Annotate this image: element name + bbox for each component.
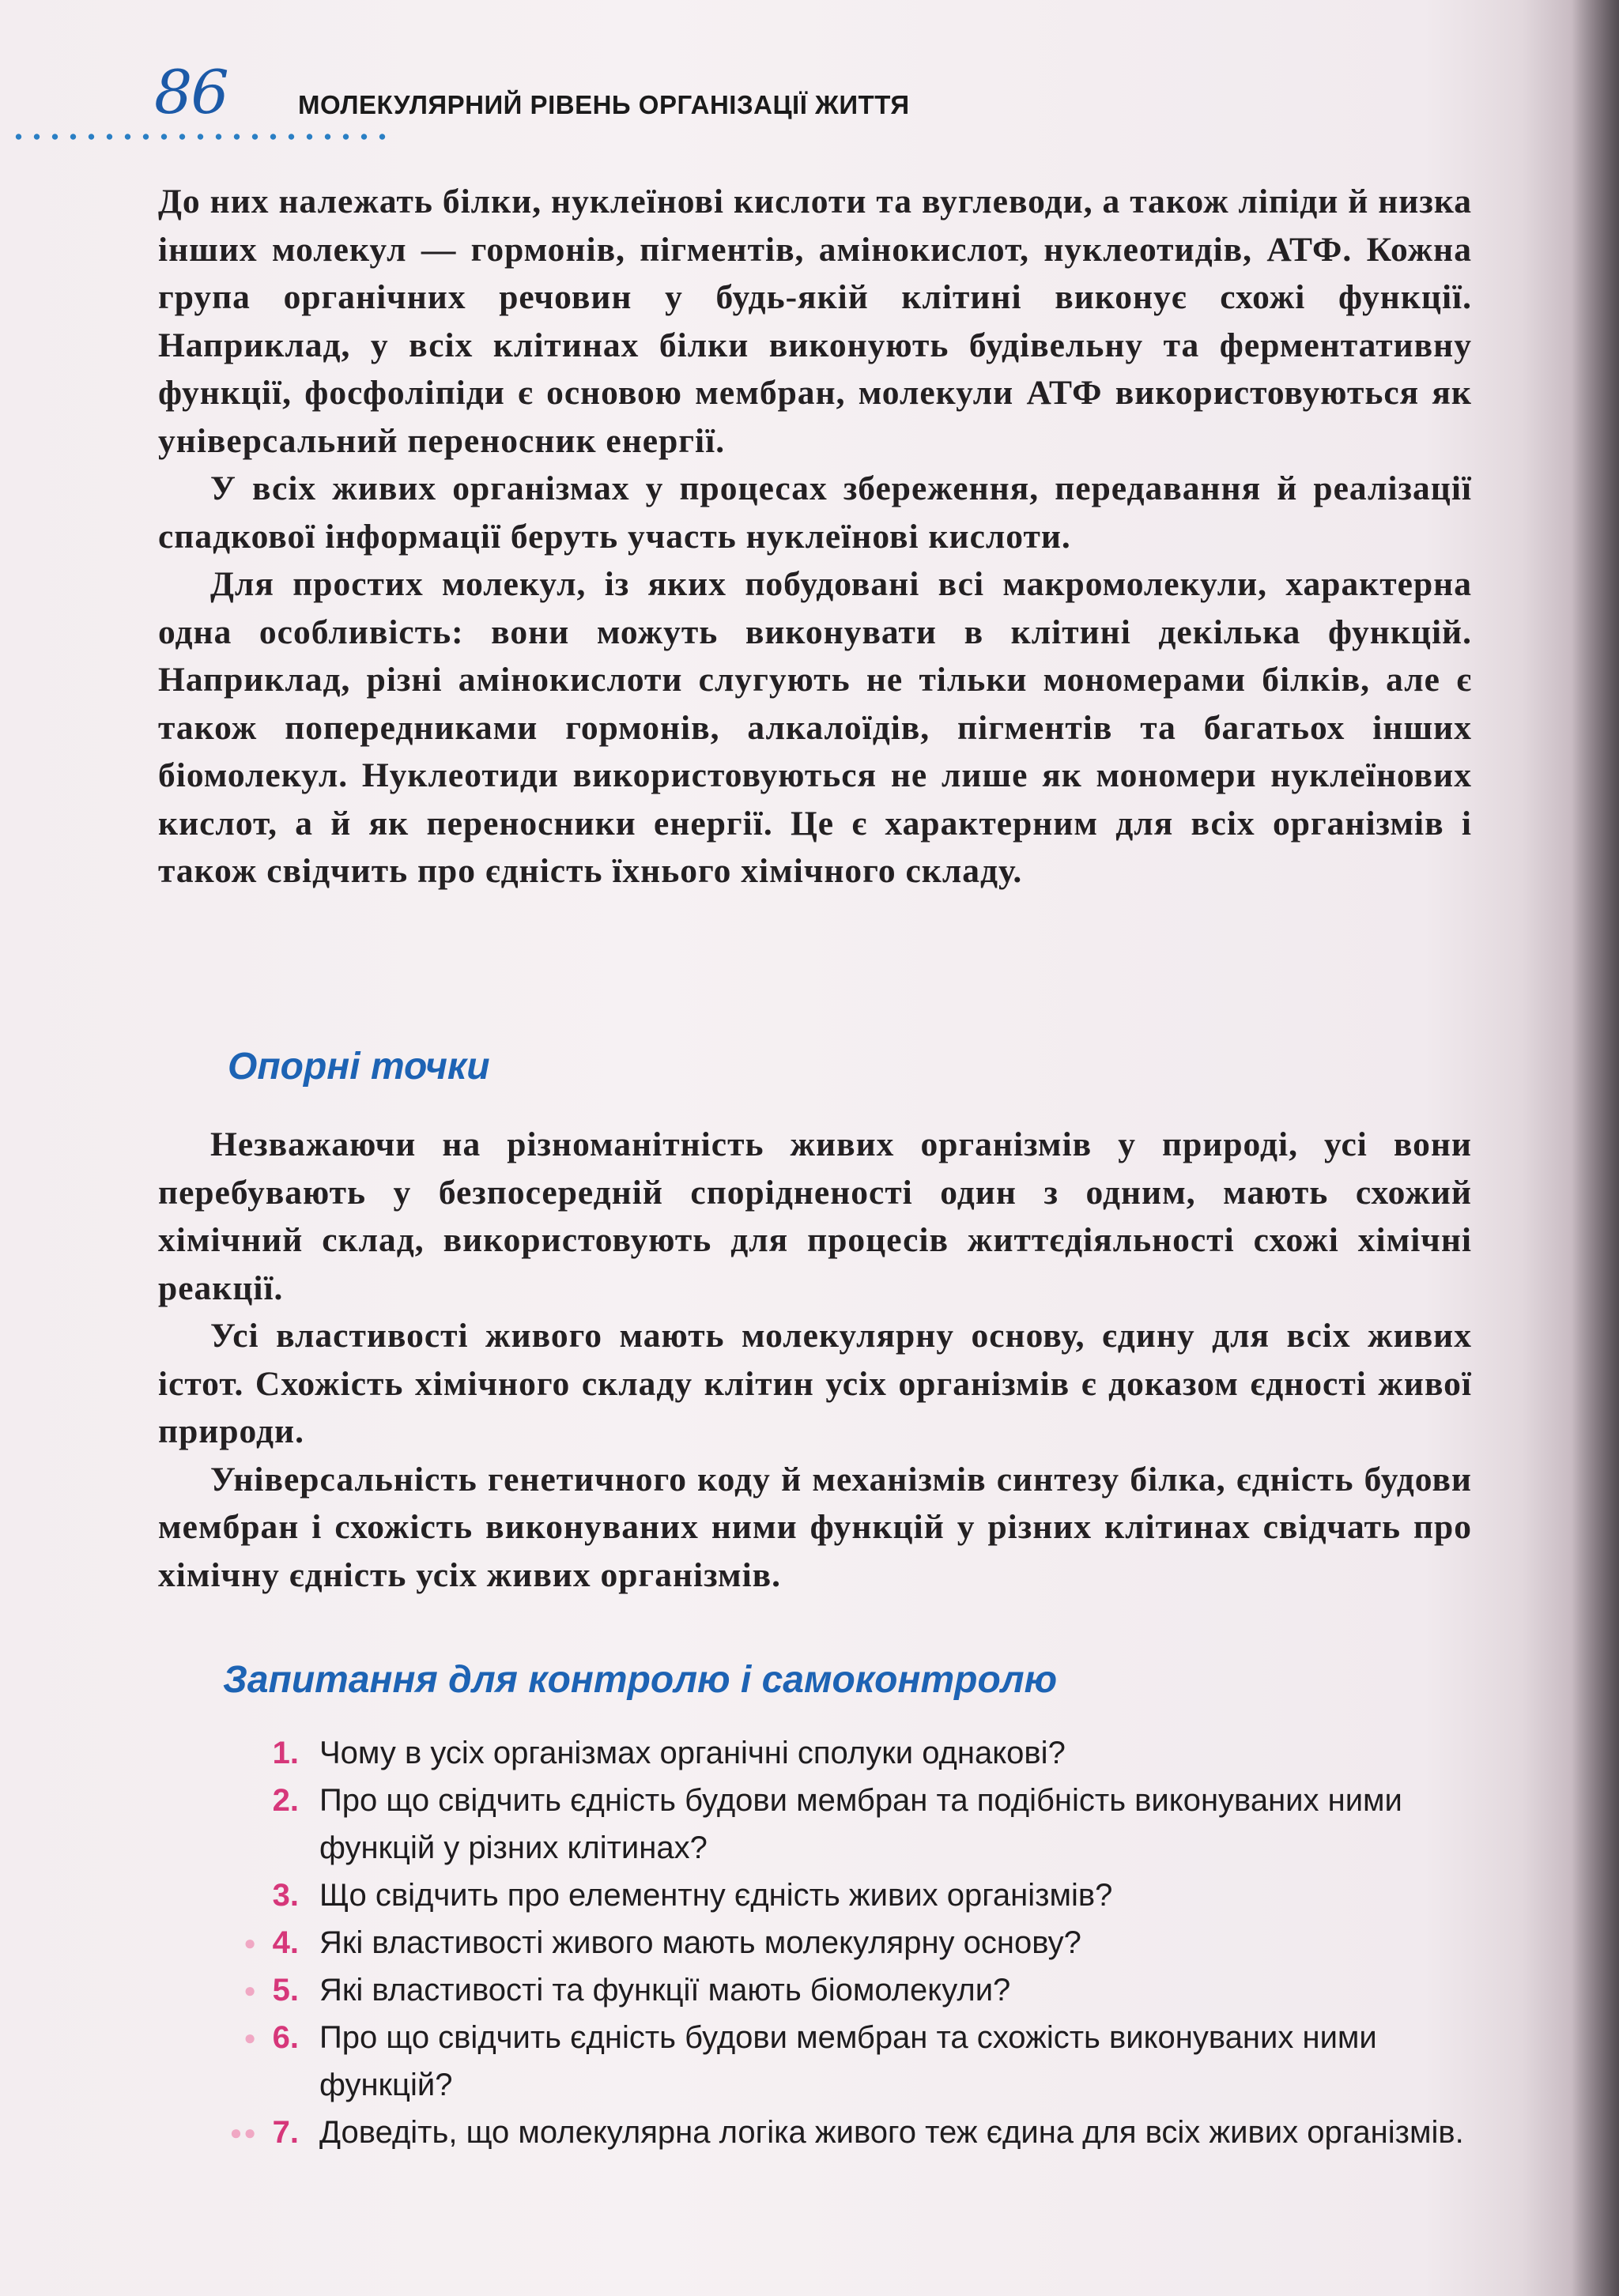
paragraph: У всіх живих організмах у процесах збереження, передавання й реалізації спадкової інформації беруть участь нуклеїнові кислоти. xyxy=(158,469,1472,556)
question-number: 7. xyxy=(272,2115,299,2150)
question-number: 2. xyxy=(272,1783,299,1818)
question-text: Які властивості та функції мають біомолекули? xyxy=(319,1973,1011,2008)
difficulty-mark: ● xyxy=(243,1931,258,1955)
question-text: Про що свідчить єдність будови мембран та схожість виконуваних ними функцій? xyxy=(319,2020,1377,2102)
paragraph: До них належать білки, нуклеїнові кислоти та вуглеводи, а також ліпіди й низка інших молекул — гормонів, пігментів, амінокислот, нуклеотидів, АТФ. Кожна група органічних речовин у будь-якій клітині виконує схожі функції. Наприклад, у всіх клітинах білки виконують будівельну та ферментативну функції, фосфоліпіди є основою мембран, молекули АТФ використовуються як універсальний переносник енергії. xyxy=(158,183,1472,460)
paragraph: Універсальність генетичного коду й механізмів синтезу білка, єдність будови мембран і схожість виконуваних ними функцій у різних клітинах свідчать про хімічну єдність усіх живих організмів. xyxy=(158,1460,1472,1594)
question-number: 3. xyxy=(272,1878,299,1913)
running-title: МОЛЕКУЛЯРНИЙ РІВЕНЬ ОРГАНІЗАЦІЇ ЖИТТЯ xyxy=(298,90,910,119)
key-points-text xyxy=(158,1121,1472,1599)
question-text: Чому в усіх організмах органічні сполуки однакові? xyxy=(319,1736,1066,1770)
question-number: 6. xyxy=(272,2020,299,2055)
question-item xyxy=(261,1777,1478,1872)
question-number: 1. xyxy=(272,1736,299,1770)
question-item xyxy=(243,1919,1478,1966)
question-item xyxy=(243,2014,1478,2109)
questions-list xyxy=(229,1729,1478,2156)
dotted-divider xyxy=(9,133,389,141)
question-text: Доведіть, що молекулярна логіка живого теж єдина для всіх живих організмів. xyxy=(319,2115,1464,2150)
paragraph: Незважаючи на різноманітність живих організмів у природі, усі вони перебувають у безпосередній спорідненості один з одним, мають схожий хімічний склад, використовують для процесів життєдіяльності схожі хімічні реакції. xyxy=(158,1125,1472,1307)
difficulty-mark: ● xyxy=(243,1978,258,2002)
question-item xyxy=(229,2109,1478,2156)
book-spine-shadow xyxy=(1572,0,1619,2296)
intro-text xyxy=(158,178,1472,895)
difficulty-mark: ● xyxy=(243,2026,258,2049)
question-item xyxy=(261,1729,1478,1777)
question-text: Про що свідчить єдність будови мембран та подібність виконуваних ними функцій у різних клітинах? xyxy=(319,1783,1402,1865)
difficulty-mark: ●● xyxy=(229,2121,258,2144)
key-points-heading: Опорні точки xyxy=(228,1046,490,1088)
question-item xyxy=(243,1966,1478,2014)
question-text: Що свідчить про елементну єдність живих організмів? xyxy=(319,1878,1113,1913)
question-text: Які властивості живого мають молекулярну основу? xyxy=(319,1925,1081,1960)
question-item xyxy=(261,1872,1478,1919)
page-number: 86 xyxy=(154,57,228,127)
paragraph: Усі властивості живого мають молекулярну основу, єдину для всіх живих істот. Схожість хімічного складу клітин усіх організмів є доказом єдності живої природи. xyxy=(158,1317,1472,1450)
paragraph: Для простих молекул, із яких побудовані всі макромолекули, характерна одна особливість: вони можуть виконувати в клітині декілька функцій. Наприклад, різні амінокислоти слугують не тільки мономерами білків, але є також попередниками гормонів, алкалоїдів, пігментів та багатьох інших біомолекул. Нуклеотиди використовуються не лише як мономери нуклеїнових кислот, а й як переносники енергії. Це є характерним для всіх організмів і також свідчить про єдність їхнього хімічного складу. xyxy=(158,565,1472,890)
question-number: 4. xyxy=(272,1925,299,1960)
questions-heading: Запитання для контролю і самоконтролю xyxy=(223,1659,1058,1701)
question-number: 5. xyxy=(272,1973,299,2008)
